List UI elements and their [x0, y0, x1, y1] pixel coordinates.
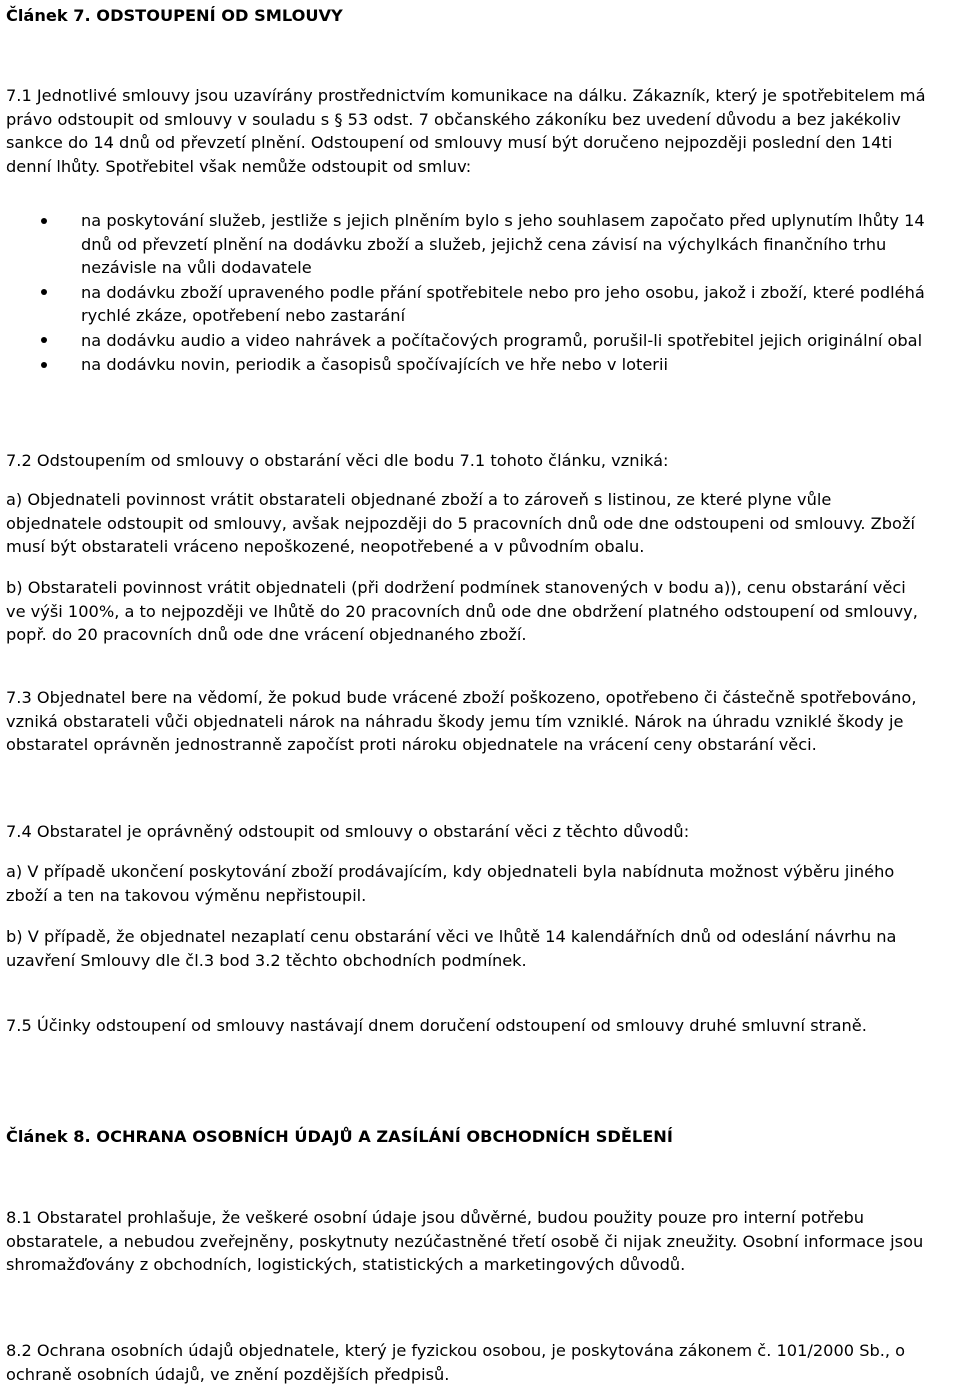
- exceptions-list: [6, 209, 940, 378]
- paragraph-7-2-a: a) Objednateli povinnost vrátit obstarateli objednané zboží a to zároveň s listinou, ze které plyne vůle objednatele odstoupit od smlouvy, avšak nejpozději do 5 pracovních dnů ode dne odstoupeni od smlouvy. Zboží musí být obstarateli vráceno nepoškozené, neopotřebené a v původním obalu.: [6, 490, 915, 556]
- paragraph-7-5: 7.5 Účinky odstoupení od smlouvy nastávají dnem doručení odstoupení od smlouvy druhé smluvní straně.: [6, 1016, 867, 1035]
- list-item: na dodávku novin, periodik a časopisů spočívajících ve hře nebo v loterii: [6, 353, 940, 377]
- list-item: na dodávku audio a video nahrávek a počítačových programů, porušil-li spotřebitel jejich originální obal: [6, 329, 940, 353]
- list-item: na poskytování služeb, jestliže s jejich plněním bylo s jeho souhlasem započato před uplynutím lhůty 14 dnů od převzetí plnění na dodávku zboží a služeb, jejichž cena závisí na výchylkách finančního trhu nezávisle na vůli dodavatele: [6, 209, 940, 280]
- paragraph-7-1: 7.1 Jednotlivé smlouvy jsou uzavírány prostřednictvím komunikace na dálku. Zákazník, který je spotřebitelem má právo odstoupit od smlouvy v souladu s § 53 odst. 7 občanského zákoníku bez uvedení důvodu a bez jakékoliv sankce do 14 dnů od převzetí plnění. Odstoupení od smlouvy musí být doručeno nejpozději poslední den 14ti denní lhůty. Spotřebitel však nemůže odstoupit od smluv:: [6, 86, 926, 176]
- bullet-icon: [41, 337, 47, 343]
- paragraph-7-2-b: b) Obstarateli povinnost vrátit objednateli (při dodržení podmínek stanovených v bodu a)), cenu obstarání věci ve výši 100%, a to nejpozději ve lhůtě do 20 pracovních dnů ode dne obdržení platného odstoupení od smlouvy, popř. do 20 pracovních dnů ode dne vrácení objednaného zboží.: [6, 578, 918, 644]
- bullet-icon: [41, 289, 47, 295]
- paragraph-8-2: 8.2 Ochrana osobních údajů objednatele, který je fyzickou osobou, je poskytována zákonem č. 101/2000 Sb., o ochraně osobních údajů, ve znění pozdějších předpisů.: [6, 1341, 906, 1384]
- paragraph-7-3: 7.3 Objednatel bere na vědomí, že pokud bude vrácené zboží poškozeno, opotřebeno či částečně spotřebováno, vzniká obstarateli vůči objednateli nárok na náhradu škody jemu tím vzniklé. Nárok na úhradu vzniklé škody je obstaratel oprávněn jednostranně započíst proti nároku objednatele na vrácení ceny obstarání věci.: [6, 688, 917, 754]
- paragraph-7-2: 7.2 Odstoupením od smlouvy o obstarání věci dle bodu 7.1 tohoto článku, vzniká:: [6, 451, 669, 470]
- paragraph-7-4-a: a) V případě ukončení poskytování zboží prodávajícím, kdy objednateli byla nabídnuta možnost výběru jiného zboží a ten na takovou výměnu nepřistoupil.: [6, 862, 895, 905]
- paragraph-8-1: 8.1 Obstaratel prohlašuje, že veškeré osobní údaje jsou důvěrné, budou použity pouze pro interní potřebu obstaratele, a nebudou zveřejněny, poskytnuty nezúčastněné třetí osobě či nijak zneužity. Osobní informace jsou shromažďovány z obchodních, logistických, statistických a marketingových důvodů.: [6, 1208, 924, 1274]
- article-8-heading: Článek 8. OCHRANA OSOBNÍCH ÚDAJŮ A ZASÍLÁNÍ OBCHODNÍCH SDĚLENÍ: [6, 1127, 673, 1146]
- bullet-icon: [41, 218, 47, 224]
- bullet-icon: [41, 362, 47, 368]
- paragraph-7-4-b: b) V případě, že objednatel nezaplatí cenu obstarání věci ve lhůtě 14 kalendářních dnů od odeslání návrhu na uzavření Smlouvy dle čl.3 bod 3.2 těchto obchodních podmínek.: [6, 927, 897, 970]
- article-7-heading: Článek 7. ODSTOUPENÍ OD SMLOUVY: [6, 6, 343, 25]
- list-item: na dodávku zboží upraveného podle přání spotřebitele nebo pro jeho osobu, jakož i zboží, které podléhá rychlé zkáze, opotřebení nebo zastarání: [6, 281, 940, 328]
- paragraph-7-4: 7.4 Obstaratel je oprávněný odstoupit od smlouvy o obstarání věci z těchto důvodů:: [6, 822, 690, 841]
